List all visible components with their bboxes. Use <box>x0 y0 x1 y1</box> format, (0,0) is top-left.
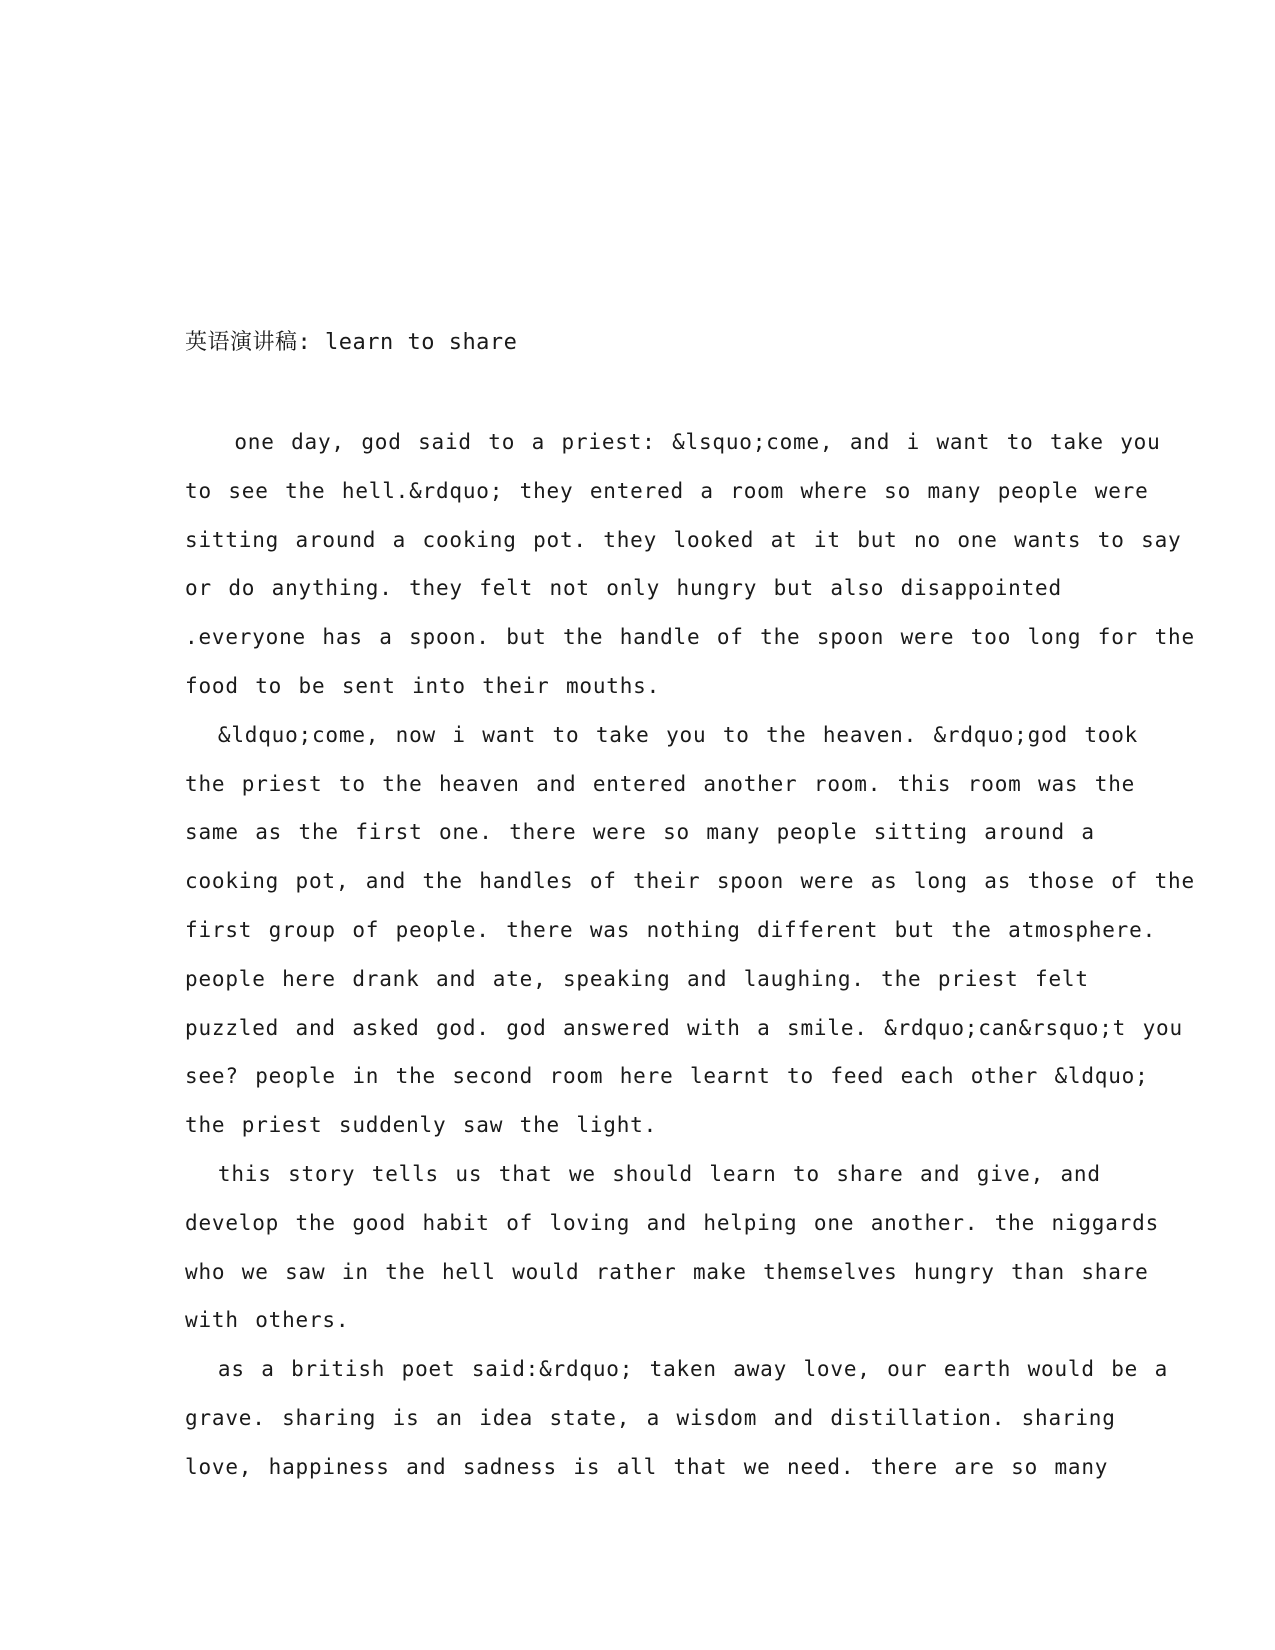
body-line: as a british poet said:&rdquo; taken away love, our earth would be a <box>185 1357 1169 1382</box>
body-line: cooking pot, and the handles of their spoon were as long as those of the <box>185 869 1195 894</box>
body-line: who we saw in the hell would rather make themselves hungry than share <box>185 1259 1149 1284</box>
body-line: love, happiness and sadness is all that we need. there are so many <box>185 1454 1109 1479</box>
body-line: first group of people. there was nothing different but the atmosphere. <box>185 917 1157 942</box>
body-line: same as the first one. there were so many people sitting around a <box>185 820 1095 845</box>
body-line: the priest to the heaven and entered another room. this room was the <box>185 771 1136 796</box>
body-line: &ldquo;come, now i want to take you to the heaven. &rdquo;god took <box>185 722 1139 747</box>
body-line: develop the good habit of loving and helping one another. the niggards <box>185 1210 1160 1235</box>
body-line: or do anything. they felt not only hungry but also disappointed <box>185 576 1062 601</box>
body-line: puzzled and asked god. god answered with a smile. &rdquo;can&rsquo;t you <box>185 1015 1183 1040</box>
body-line: to see the hell.&rdquo; they entered a room where so many people were <box>185 478 1149 503</box>
body-line: grave. sharing is an idea state, a wisdom and distillation. sharing <box>185 1405 1116 1430</box>
body-line: see? people in the second room here learnt to feed each other &ldquo; <box>185 1064 1149 1089</box>
document-body <box>185 426 1195 1500</box>
body-line: the priest suddenly saw the light. <box>185 1113 658 1138</box>
body-line: people here drank and ate, speaking and laughing. the priest felt <box>185 966 1089 991</box>
body-line: this story tells us that we should learn to share and give, and <box>185 1161 1101 1186</box>
body-line: sitting around a cooking pot. they looked at it but no one wants to say <box>185 527 1182 552</box>
body-line: with others. <box>185 1308 350 1333</box>
document-title: 英语演讲稿: learn to share <box>185 330 518 355</box>
body-line: food to be sent into their mouths. <box>185 673 661 698</box>
body-line: .everyone has a spoon. but the handle of the spoon were too long for the <box>185 625 1195 650</box>
body-line: one day, god said to a priest: &lsquo;come, and i want to take you <box>185 430 1161 454</box>
